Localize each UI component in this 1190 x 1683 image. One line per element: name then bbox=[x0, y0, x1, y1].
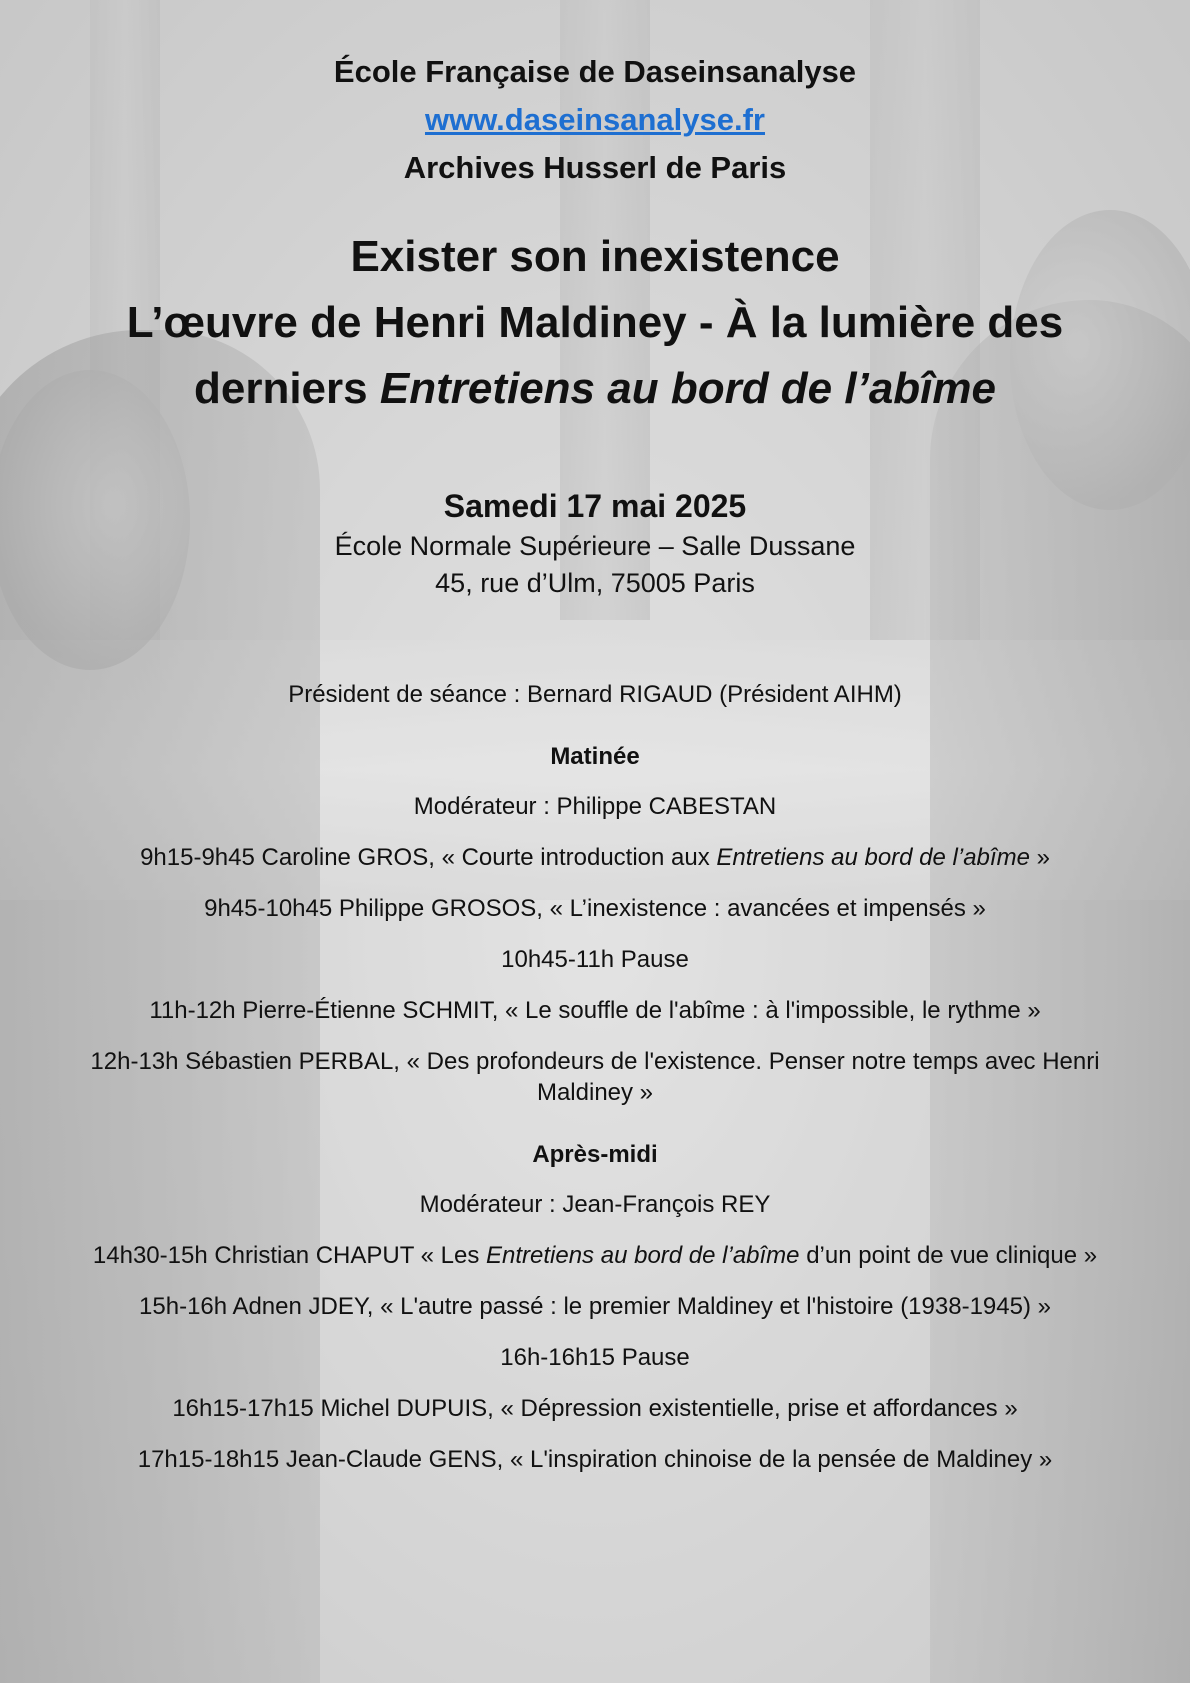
schedule-item: 10h45-11h Pause bbox=[501, 946, 689, 973]
afternoon-heading: Après-midi bbox=[532, 1141, 658, 1168]
schedule-item: 17h15-18h15 Jean-Claude GENS, « L'inspiration chinoise de la pensée de Maldiney » bbox=[137, 1446, 1053, 1473]
event-date: Samedi 17 mai 2025 bbox=[443, 488, 747, 524]
schedule-item: 16h15-17h15 Michel DUPUIS, « Dépression existentielle, prise et affordances » bbox=[172, 1395, 1018, 1422]
afternoon-moderator: Modérateur : Jean-François REY bbox=[419, 1191, 771, 1218]
schedule-item: 14h30-15h Christian CHAPUT « Les Entretiens au bord de l’abîme d’un point de vue clinique » bbox=[92, 1242, 1098, 1269]
event-address: 45, rue d’Ulm, 75005 Paris bbox=[435, 568, 755, 598]
schedule-item: 16h-16h15 Pause bbox=[500, 1344, 690, 1371]
session-president: Président de séance : Bernard RIGAUD (Président AIHM) bbox=[288, 681, 902, 708]
morning-heading: Matinée bbox=[550, 743, 640, 770]
archives-name: Archives Husserl de Paris bbox=[403, 150, 787, 185]
schedule-item: 11h-12h Pierre-Étienne SCHMIT, « Le souffle de l'abîme : à l'impossible, le rythme » bbox=[149, 997, 1041, 1024]
title-line-1: Exister son inexistence bbox=[350, 232, 840, 281]
morning-moderator: Modérateur : Philippe CABESTAN bbox=[413, 793, 777, 820]
title-line-2: L’œuvre de Henri Maldiney - À la lumière des bbox=[126, 298, 1064, 347]
schedule-item: 15h-16h Adnen JDEY, « L'autre passé : le premier Maldiney et l'histoire (1938-1945) » bbox=[139, 1293, 1051, 1320]
school-name: École Française de Daseinsanalyse bbox=[333, 54, 857, 89]
event-venue: École Normale Supérieure – Salle Dussane bbox=[334, 531, 856, 561]
title-line-3: derniers Entretiens au bord de l’abîme bbox=[193, 364, 996, 413]
schedule-item: 9h15-9h45 Caroline GROS, « Courte introduction aux Entretiens au bord de l’abîme » bbox=[140, 844, 1050, 871]
schedule-item: 9h45-10h45 Philippe GROSOS, « L’inexistence : avancées et impensés » bbox=[204, 895, 986, 922]
website-link[interactable]: www.daseinsanalyse.fr bbox=[424, 102, 765, 137]
schedule-item: 12h-13h Sébastien PERBAL, « Des profondeurs de l'existence. Penser notre temps avec Henri Maldiney » bbox=[90, 1048, 1100, 1106]
